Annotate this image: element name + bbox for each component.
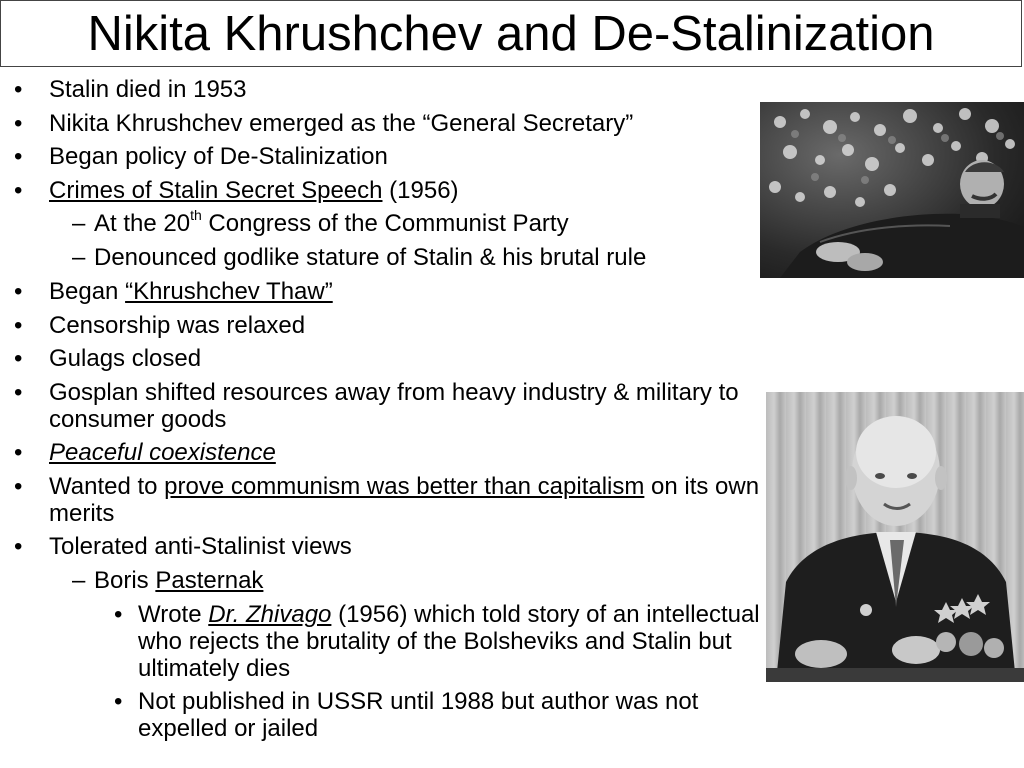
sub-bullet-item xyxy=(0,567,770,594)
bullet-item xyxy=(0,533,770,560)
sub-sub-bullet-text: (1956) which told story of an intellectual who rejects the brutality of the Bolsheviks and Stalin but ultimately dies xyxy=(138,600,760,682)
bullet-text: on its own merits xyxy=(49,472,760,527)
dash-marker: – xyxy=(72,244,86,271)
bullet-text: Gosplan shifted resources away from heavy industry & military to consumer goods xyxy=(49,378,739,433)
sub-sub-bullet-item xyxy=(0,688,770,742)
sub-bullet-item xyxy=(0,207,770,237)
stalin-photo-graphic xyxy=(760,102,1024,278)
bullet-text: Wanted to xyxy=(49,472,165,500)
bullet-marker: • xyxy=(14,472,23,500)
title-box xyxy=(0,0,1022,67)
bullet-item xyxy=(0,473,770,527)
bullet-text: Began xyxy=(49,278,126,305)
dash-marker: – xyxy=(72,566,86,594)
peaceful-coexistence-text: Peaceful coexistence xyxy=(49,439,276,466)
bullet-marker: • xyxy=(14,76,23,103)
bullet-marker: • xyxy=(114,600,123,628)
bullet-item xyxy=(0,110,770,137)
bullet-marker: • xyxy=(14,345,23,372)
khrushchev-portrait-photo xyxy=(766,392,1024,682)
sub-bullet-text: Denounced godlike stature of Stalin & his brutal rule xyxy=(94,244,647,271)
bullet-marker: • xyxy=(14,311,23,339)
sub-bullet-item xyxy=(0,244,770,271)
bullet-text: Began policy of De-Stalinization xyxy=(49,143,388,170)
bullet-text: (1956) xyxy=(382,176,459,204)
bullet-marker: • xyxy=(14,378,23,406)
prove-communism-link[interactable]: prove communism was better than capitalism xyxy=(164,472,645,500)
secret-speech-link[interactable]: Crimes of Stalin Secret Speech xyxy=(49,176,383,204)
dr-zhivago-link[interactable] xyxy=(208,601,331,628)
bullet-item xyxy=(0,143,770,170)
bullet-list xyxy=(0,76,770,748)
bullet-text: Stalin died in 1953 xyxy=(49,76,247,103)
sub-sub-bullet-item xyxy=(0,601,770,682)
bullet-marker: • xyxy=(14,109,23,137)
bullet-marker: • xyxy=(14,533,23,560)
bullet-text: Nikita Khrushchev emerged as the “General Secretary” xyxy=(49,109,634,137)
bullet-marker: • xyxy=(14,143,23,170)
bullet-item xyxy=(0,345,770,372)
khrushchev-thaw-link[interactable]: “Khrushchev Thaw” xyxy=(125,278,333,305)
peaceful-coexistence-link[interactable] xyxy=(49,439,276,466)
bullet-marker: • xyxy=(114,687,123,715)
bullet-marker: • xyxy=(14,439,23,466)
sub-sub-bullet-text: Wrote xyxy=(138,600,209,628)
bullet-item xyxy=(0,76,770,103)
bullet-text: Tolerated anti-Stalinist views xyxy=(49,533,352,560)
bullet-marker: • xyxy=(14,176,23,204)
bullet-item xyxy=(0,177,770,204)
bullet-item xyxy=(0,312,770,339)
dash-marker: – xyxy=(72,210,86,237)
bullet-item xyxy=(0,278,770,305)
bullet-text: Gulags closed xyxy=(49,345,202,372)
slide-title: Nikita Khrushchev and De-Stalinization xyxy=(87,6,935,61)
sub-bullet-text: Boris xyxy=(94,566,156,594)
bullet-marker: • xyxy=(14,278,23,305)
bullet-text: Censorship was relaxed xyxy=(49,311,306,339)
pasternak-link[interactable]: Pasternak xyxy=(155,566,264,594)
sub-sub-bullet-text: Not published in USSR until 1988 but author was not expelled or jailed xyxy=(138,687,699,742)
dr-zhivago-text: Dr. Zhivago xyxy=(208,600,332,628)
ordinal-suffix: th xyxy=(190,207,202,223)
stalin-lying-in-state-photo xyxy=(760,102,1024,278)
sub-bullet-text: Congress of the Communist Party xyxy=(201,210,569,237)
sub-bullet-text: At the 20 xyxy=(94,210,191,237)
bullet-item xyxy=(0,439,770,466)
bullet-item xyxy=(0,379,770,433)
khrushchev-photo-graphic xyxy=(766,392,1024,682)
